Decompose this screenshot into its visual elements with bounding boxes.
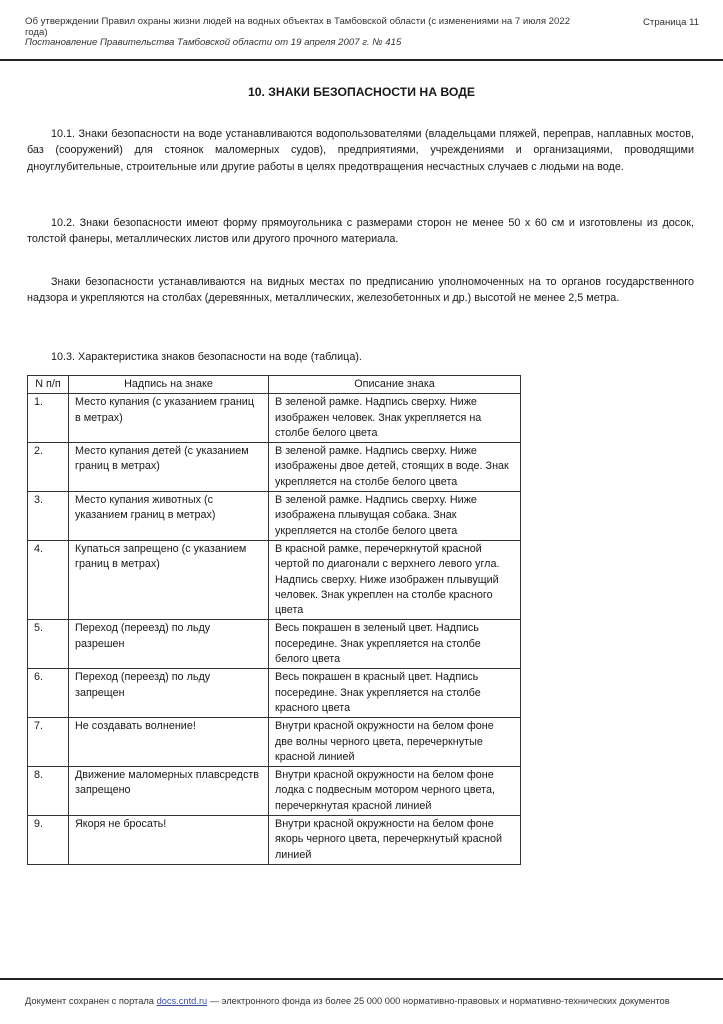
cell-number: 7.: [28, 718, 69, 767]
cell-number: 5.: [28, 620, 69, 669]
footer: [25, 996, 670, 1006]
cell-description: В зеленой рамке. Надпись сверху. Ниже изображена плывущая собака. Знак укрепляется на столбе белого цвета: [269, 492, 521, 541]
paragraph-10-3: [27, 349, 694, 365]
table-row: [28, 540, 521, 619]
table-row: [28, 767, 521, 816]
cell-description: Внутри красной окружности на белом фоне якорь черного цвета, перечеркнутый красной линией: [269, 816, 521, 865]
running-header: [25, 17, 585, 49]
cell-number: 6.: [28, 669, 69, 718]
page-number: Страница 11: [643, 17, 700, 28]
footer-suffix: — электронного фонда из более 25 000 000 нормативно-правовых и нормативно-технических документов: [207, 996, 670, 1006]
cell-label: Переход (переезд) по льду разрешен: [69, 620, 269, 669]
table-row: [28, 669, 521, 718]
table-header-row: [28, 376, 521, 394]
table-row: [28, 620, 521, 669]
footer-prefix: Документ сохранен с портала: [25, 996, 157, 1006]
header-divider: [0, 59, 723, 61]
portal-link[interactable]: docs.cntd.ru: [156, 996, 208, 1006]
cell-description: В зеленой рамке. Надпись сверху. Ниже изображен человек. Знак укрепляется на столбе белого цвета: [269, 394, 521, 443]
cell-description: Весь покрашен в зеленый цвет. Надпись посередине. Знак укрепляется на столбе белого цвета: [269, 620, 521, 669]
table-row: [28, 443, 521, 492]
cell-description: В красной рамке, перечеркнутой красной чертой по диагонали с верхнего левого угла. Надпись сверху. Ниже изображен плывущий человек. Знак укреплен на столбе красного цвета: [269, 540, 521, 619]
section-title: 10. ЗНАКИ БЕЗОПАСНОСТИ НА ВОДЕ: [247, 85, 476, 99]
signs-table: [27, 375, 521, 865]
table-row: [28, 394, 521, 443]
header-number: N п/п: [28, 376, 69, 394]
document-title: Об утверждении Правил охраны жизни людей на водных объектах в Тамбовской области (с изменениями на 7 июля 2022 года): [25, 16, 571, 38]
cell-number: 1.: [28, 394, 69, 443]
cell-number: 2.: [28, 443, 69, 492]
cell-label: Якоря не бросать!: [69, 816, 269, 865]
paragraph-text: 10.1. Знаки безопасности на воде устанавливаются водопользователями (владельцами пляжей, переправ, наплавных мостов, баз (сооружений) для стоянок маломерных судов), предприятиями, учреждениями и организациями, проводящими дноуглубительные, строительные или другие работы в целях предотвращения несчастных случаев с людьми на воде.: [27, 128, 694, 173]
cell-label: Место купания детей (с указанием границ в метрах): [69, 443, 269, 492]
cell-label: Место купания (с указанием границ в метрах): [69, 394, 269, 443]
footer-divider: [0, 978, 723, 980]
cell-label: Купаться запрещено (с указанием границ в метрах): [69, 540, 269, 619]
paragraph-installation: [27, 274, 694, 307]
cell-number: 3.: [28, 492, 69, 541]
cell-description: Весь покрашен в красный цвет. Надпись посередине. Знак укрепляется на столбе красного цвета: [269, 669, 521, 718]
paragraph-text: 10.2. Знаки безопасности имеют форму прямоугольника с размерами сторон не менее 50 х 60 см и изготовлены из досок, толстой фанеры, металлических листов или другого прочного материала.: [27, 217, 694, 246]
header-description: Описание знака: [269, 376, 521, 394]
cell-label: Движение маломерных плавсредств запрещено: [69, 767, 269, 816]
paragraph-10-1: [27, 126, 694, 175]
table-row: [28, 718, 521, 767]
document-subtitle: Постановление Правительства Тамбовской области от 19 апреля 2007 г. № 415: [25, 37, 402, 48]
cell-label: Не создавать волнение!: [69, 718, 269, 767]
cell-label: Переход (переезд) по льду запрещен: [69, 669, 269, 718]
cell-description: Внутри красной окружности на белом фоне две волны черного цвета, перечеркнутые красной линией: [269, 718, 521, 767]
cell-number: 8.: [28, 767, 69, 816]
paragraph-text: Знаки безопасности устанавливаются на видных местах по предписанию уполномоченных на то органов государственного надзора и укрепляются на столбах (деревянных, металлических, железобетонных и др.) высотой не менее 2,5 метра.: [27, 276, 694, 305]
cell-number: 9.: [28, 816, 69, 865]
table-row: [28, 816, 521, 865]
paragraph-text: 10.3. Характеристика знаков безопасности на воде (таблица).: [51, 351, 362, 363]
paragraph-10-2: [27, 215, 694, 248]
cell-number: 4.: [28, 540, 69, 619]
cell-description: Внутри красной окружности на белом фоне лодка с подвесным мотором черного цвета, перечеркнутая красной линией: [269, 767, 521, 816]
cell-label: Место купания животных (с указанием границ в метрах): [69, 492, 269, 541]
header-label: Надпись на знаке: [69, 376, 269, 394]
table-row: [28, 492, 521, 541]
cell-description: В зеленой рамке. Надпись сверху. Ниже изображены двое детей, стоящих в воде. Знак укрепляется на столбе белого цвета: [269, 443, 521, 492]
